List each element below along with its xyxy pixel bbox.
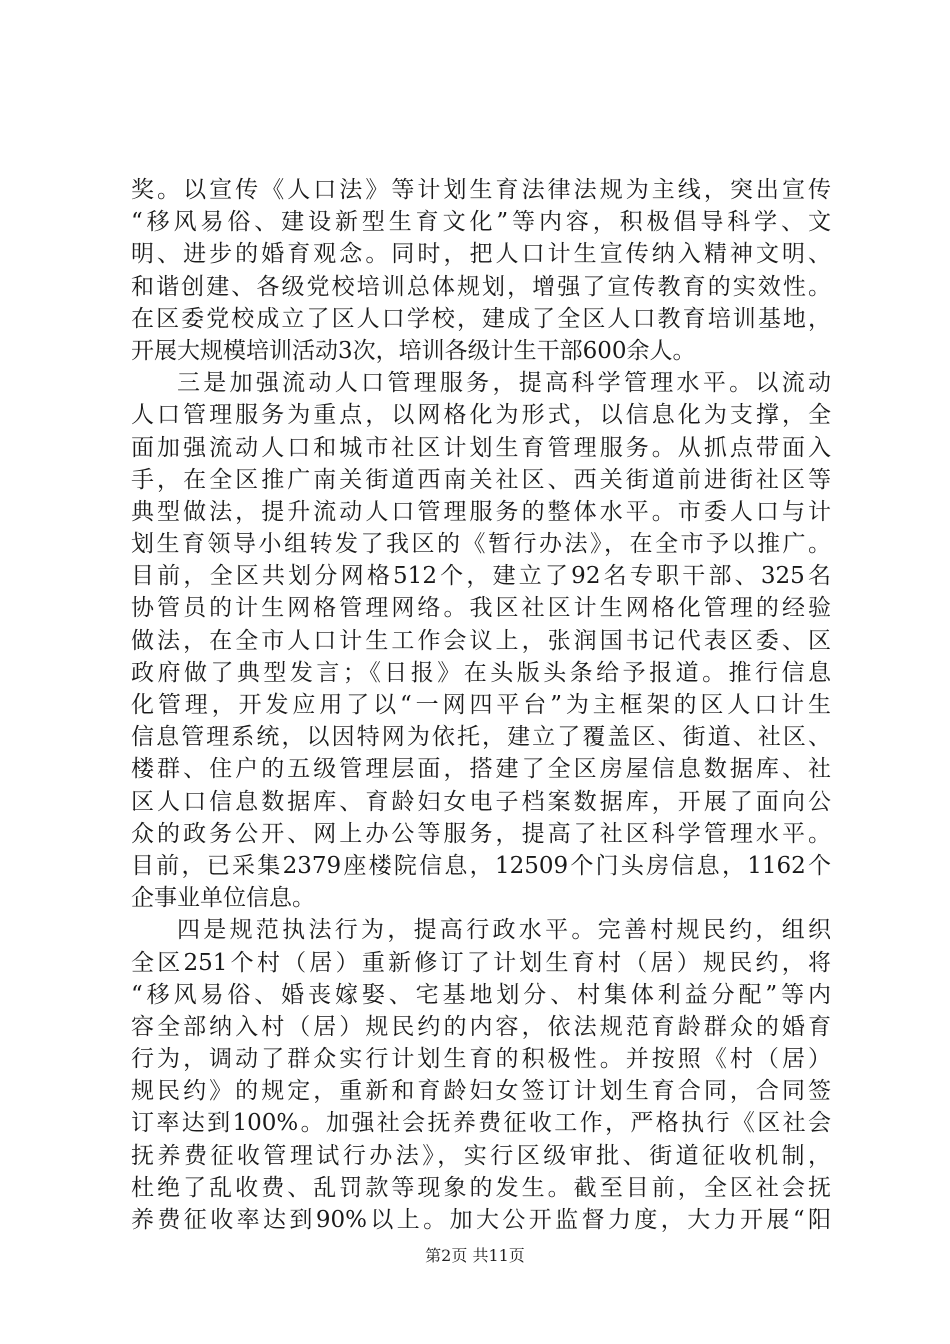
text-line: 众的政务公开、网上办公等服务，提高了社区科学管理水平。: [131, 820, 831, 847]
text-line: 企事业单位信息。: [131, 885, 315, 912]
document-body: [131, 174, 831, 1236]
text-line: 抚养费征收管理试行办法》，实行区级审批、街道征收机制，: [131, 1142, 831, 1169]
text-line: 全区251个村（居）重新修订了计划生育村（居）规民约，将: [131, 949, 831, 976]
text-line: 政府做了典型发言；《日报》在头版头条给予报道。推行信息: [131, 659, 831, 686]
text-line: 做法，在全市人口计生工作会议上，张润国书记代表区委、区: [131, 627, 831, 654]
text-line: 养费征收率达到90%以上。加大公开监督力度，大力开展“阳: [131, 1207, 831, 1233]
text-line: 容全部纳入村（居）规民约的内容，依法规范育龄群众的婚育: [131, 1013, 831, 1040]
text-line: 手，在全区推广南关街道西南关社区、西关街道前进街社区等: [131, 466, 831, 493]
text-line: 划生育领导小组转发了我区的《暂行办法》，在全市予以推广。: [131, 531, 831, 558]
text-line: 化管理，开发应用了以“一网四平台”为主框架的区人口计生: [131, 692, 831, 718]
text-line: 目前，已采集2379座楼院信息，12509个门头房信息，1162个: [131, 852, 831, 879]
text-line: 规民约》的规定，重新和育龄妇女签订计划生育合同，合同签: [131, 1078, 831, 1105]
text-line: 典型做法，提升流动人口管理服务的整体水平。市委人口与计: [131, 498, 831, 525]
text-line: 奖。以宣传《人口法》等计划生育法律法规为主线，突出宣传: [131, 177, 831, 203]
text-line: 订率达到100%。加强社会抚养费征收工作，严格执行《区社会: [131, 1110, 831, 1137]
text-line: 信息管理系统，以因特网为依托，建立了覆盖区、街道、社区、: [131, 724, 831, 751]
text-line: 行为，调动了群众实行计划生育的积极性。并按照《村（居）: [131, 1046, 831, 1073]
text-line: “移风易俗、婚丧嫁娶、宅基地划分、村集体利益分配”等内: [131, 981, 831, 1008]
text-line: 区人口信息数据库、育龄妇女电子档案数据库，开展了面向公: [131, 788, 831, 815]
text-line: 杜绝了乱收费、乱罚款等现象的发生。截至目前，全区社会抚: [131, 1174, 831, 1201]
text-line: 和谐创建、各级党校培训总体规划，增强了宣传教育的实效性。: [131, 273, 831, 300]
text-line: 明、进步的婚育观念。同时，把人口计生宣传纳入精神文明、: [131, 241, 831, 268]
text-line: 楼群、住户的五级管理层面，搭建了全区房屋信息数据库、社: [131, 756, 831, 783]
text-line: 四是规范执法行为，提高行政水平。完善村规民约，组织: [177, 917, 831, 944]
text-line: 人口管理服务为重点，以网格化为形式，以信息化为支撑，全: [131, 402, 831, 429]
text-line: 协管员的计生网格管理网络。我区社区计生网格化管理的经验: [131, 595, 831, 622]
text-line: “移风易俗、建设新型生育文化”等内容，积极倡导科学、文: [131, 209, 831, 236]
text-line: 三是加强流动人口管理服务，提高科学管理水平。以流动: [177, 370, 831, 397]
text-line: 目前，全区共划分网格512个，建立了92名专职干部、325名: [131, 563, 831, 590]
page-footer: 第2页 共11页: [425, 1246, 525, 1265]
text-line: 开展大规模培训活动3次，培训各级计生干部600余人。: [131, 337, 696, 364]
text-line: 面加强流动人口和城市社区计划生育管理服务。从抓点带面入: [131, 434, 831, 461]
text-line: 在区委党校成立了区人口学校，建成了全区人口教育培训基地，: [131, 305, 831, 332]
